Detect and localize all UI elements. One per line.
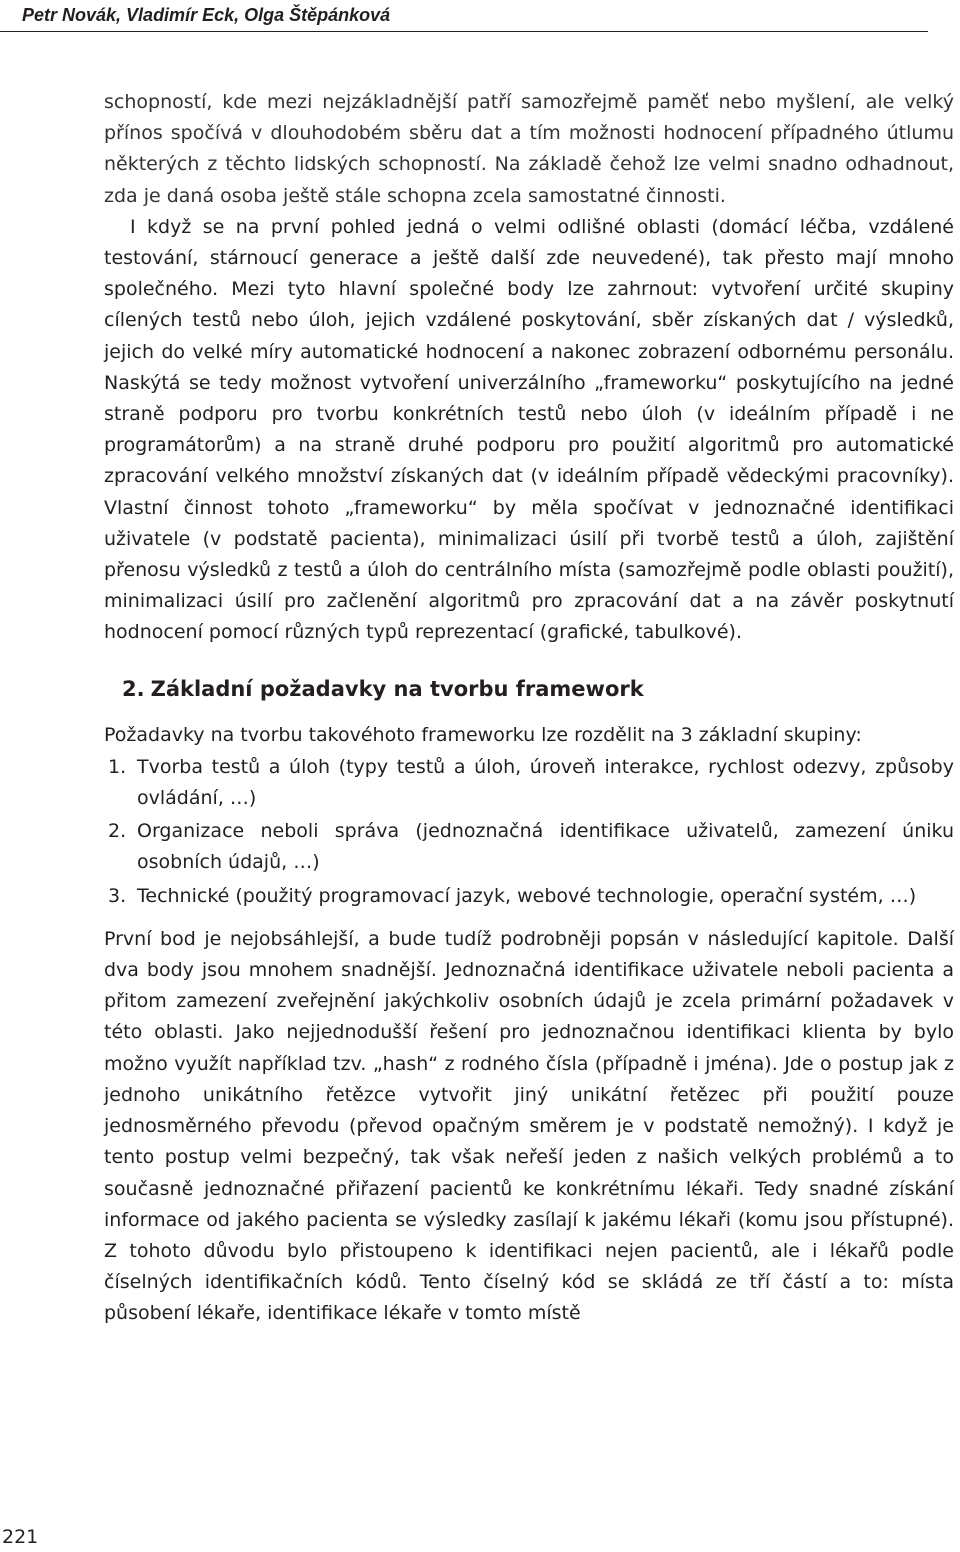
list-item-text: Organizace neboli správa (jednoznačná identifikace uživatelů, zamezení úniku osobních údajů, …)	[137, 820, 954, 874]
list-item-text: Tvorba testů a úloh (typy testů a úloh, úroveň interakce, rychlost odezvy, způsoby ovládání, …)	[137, 755, 954, 810]
running-head-authors: Petr Novák, Vladimír Eck, Olga Štěpánková	[22, 5, 391, 25]
section-number: 2.	[122, 676, 145, 701]
section-title: Základní požadavky na tvorbu framework	[150, 676, 644, 701]
header-rule	[0, 31, 928, 32]
list-item-text: Technické (použitý programovací jazyk, webové technologie, operační systém, …)	[137, 884, 917, 907]
list-item	[104, 752, 954, 814]
paragraph-continued: schopností, kde mezi nejzákladnější patří samozřejmě paměť nebo myšlení, ale velký přínos spočívá v dlouhodobém sběru dat a tím možnosti hodnocení případného útlumu některých z těchto lidských schopností. Na základě čehož lze velmi snadno odhadnout, zda je daná osoba ještě stále schopna zcela samostatné činnosti.	[104, 91, 954, 207]
list-item	[104, 816, 954, 878]
requirements-list	[104, 752, 954, 912]
list-item-number: 1.	[108, 755, 127, 778]
page-number: 221	[2, 1526, 39, 1548]
list-item-number: 2.	[108, 820, 127, 843]
list-intro: Požadavky na tvorbu takovéhoto frameworku lze rozdělit na 3 základní skupiny:	[104, 723, 862, 746]
section-heading	[122, 674, 954, 705]
list-item-number: 3.	[108, 884, 127, 907]
main-text	[104, 87, 954, 1330]
paragraph-identification: První bod je nejobsáhlejší, a bude tudíž podrobněji popsán v následující kapitole. Další dva body jsou mnohem snadnější. Jednoznačná identifikace uživatele neboli pacienta a přitom zamezení zveřejnění jakýchkoliv osobních údajů je zcela primární požadavek v této oblasti. Jako nejjednodušší řešení pro jednoznačnou identifikaci klienta by bylo možno využít například tzv. „hash“ z rodného čísla (případně i jména). Jde o postup jak z jednoho unikátního řetězce vytvořit jiný unikátní řetězec při použití pouze jednosměrného převodu (převod opačným směrem je v podstatě nemožný). I když je tento postup velmi bezpečný, tak však neřeší jeden z našich velkých problémů a to současně jednoznačné přiřazení pacientů ke konkrétnímu lékaři. Tedy snadné získání informace od jakého pacienta se výsledky zasílají k jakému lékaři (komu jsou přístupné). Z tohoto důvodu bylo přistoupeno k identifikaci nejen pacientů, ale i lékařů podle číselných identifikačních kódů. Tento číselný kód se skládá ze tří částí a to: místa působení lékaře, identifikace lékaře v tomto místě	[104, 927, 954, 1325]
list-item	[104, 881, 954, 912]
paragraph-common-features: I když se na první pohled jedná o velmi odlišné oblasti (domácí léčba, vzdálené testování, stárnoucí generace a ještě další zde neuvedené), tak přesto mají mnoho společného. Mezi tyto hlavní společné body lze zahrnout: vytvoření určité skupiny cílených testů nebo úloh, jejich vzdálené poskytování, sběr získaných dat / výsledků, jejich do velké míry automatické hodnocení a nakonec zobrazení odbornému personálu. Naskýtá se tedy možnost vytvoření univerzálního „frameworku“ poskytujícího na jedné straně podporu pro tvorbu konkrétních testů nebo úloh (v ideálním případě i ne programátorům) a na straně druhé podporu pro použití algoritmů pro automatické zpracování velkého množství získaných dat (v ideálním případě vědeckými pracovníky). Vlastní činnost tohoto „frameworku“ by měla spočívat v jednoznačné identifikaci uživatele (v podstatě pacienta), minimalizaci úsilí při tvorbě testů a úloh, zajištění přenosu výsledků z testů a úloh do centrálního místa (samozřejmě podle oblasti použití), minimalizaci úsilí pro začlenění algoritmů pro zpracování dat a na závěr poskytnutí hodnocení pomocí různých typů reprezentací (grafické, tabulkové).	[104, 215, 954, 644]
